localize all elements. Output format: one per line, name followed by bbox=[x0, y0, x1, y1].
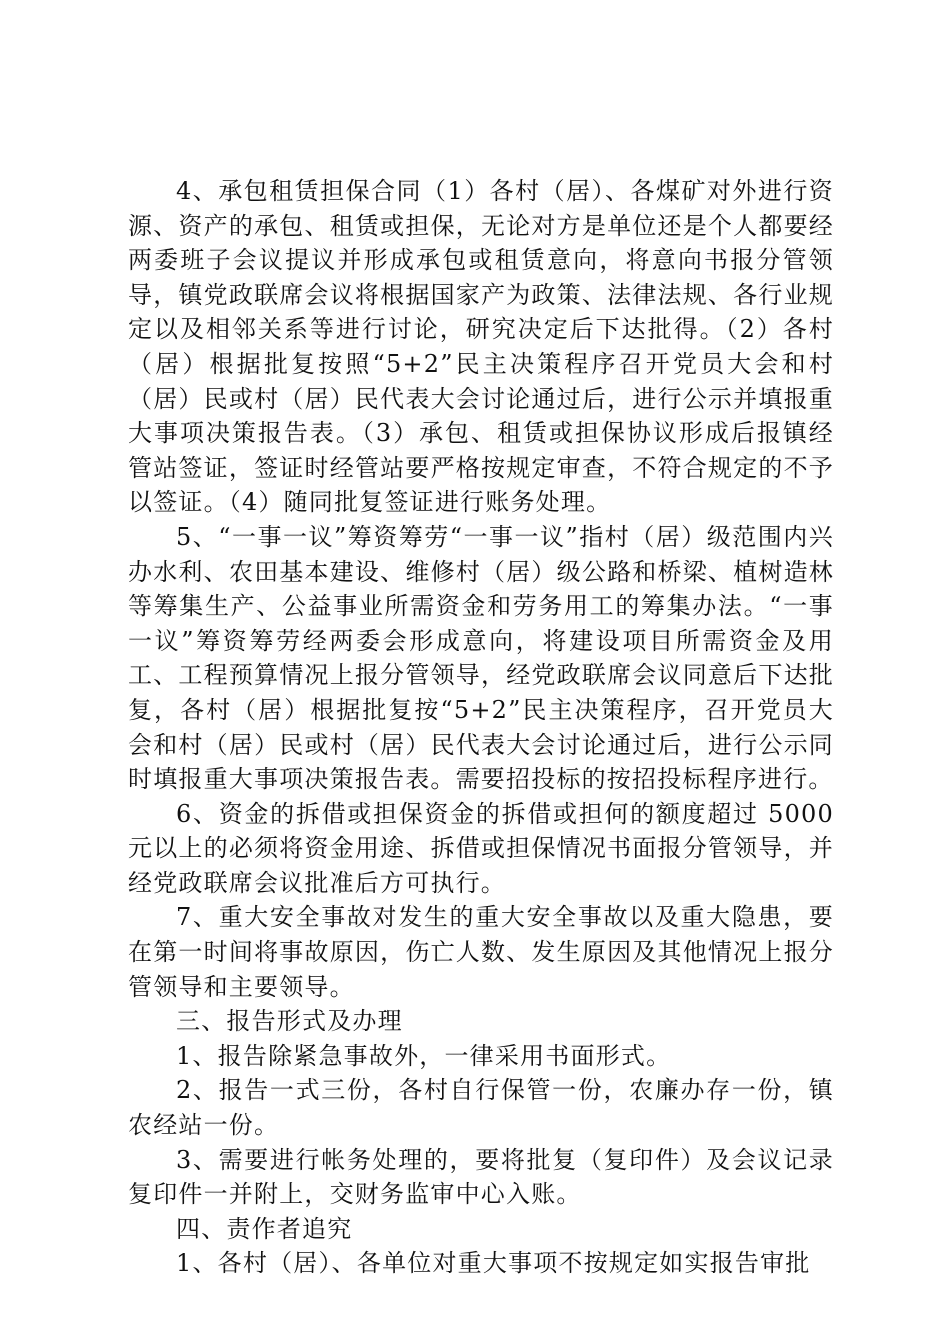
section-heading-accountability: 四、责作者追究 bbox=[176, 1214, 353, 1243]
paragraph-safety-accident: 7、重大安全事故对发生的重大安全事故以及重大隐患，要在第一时间将事故原因，伤亡人数、发生原因及其他情况上报分管领导和主要领导。 bbox=[128, 903, 834, 1001]
section-heading-report-form: 三、报告形式及办理 bbox=[176, 1007, 403, 1036]
paragraph-accounting-attachments: 3、需要进行帐务处理的，要将批复（复印件）及会议记录复印件一并附上，交财务监审中心入账。 bbox=[128, 1145, 834, 1209]
paragraph-report-copies: 2、报告一式三份，各村自行保管一份，农廉办存一份，镇农经站一份。 bbox=[128, 1076, 834, 1140]
paragraph-contract-lease: 4、承包租赁担保合同（1）各村（居）、各煤矿对外进行资源、资产的承包、租赁或担保，无论对方是单位还是个人都要经两委班子会议提议并形成承包或租赁意向，将意向书报分管领导，镇党政联席会议将根据国家产为政策、法律法规、各行业规定以及相邻关系等进行讨论，研究决定后下达批得。（2）各村（居）根据批复按照“5+2”民主决策程序召开党员大会和村（居）民或村（居）民代表大会讨论通过后，进行公示并填报重大事项决策报告表。（3）承包、租赁或担保协议形成后报镇经管站签证，签证时经管站要严格按规定审查，不符合规定的不予以签证。（4）随同批复签证进行账务处理。 bbox=[128, 177, 834, 517]
paragraph-accountability-item-1: 1、各村（居）、各单位对重大事项不按规定如实报告审批 bbox=[176, 1249, 811, 1278]
document-body bbox=[128, 174, 834, 1281]
paragraph-one-matter-one-discussion: 5、“一事一议”筹资筹劳“一事一议”指村（居）级范围内兴办水利、农田基本建设、维修村（居）级公路和桥梁、植树造林等筹集生产、公益事业所需资金和劳务用工的筹集办法。“一事一议”筹资筹劳经两委会形成意向，将建设项目所需资金及用工、工程预算情况上报分管领导，经党政联席会议同意后下达批复，各村（居）根据批复按“5+2”民主决策程序，召开党员大会和村（居）民或村（居）民代表大会讨论通过后，进行公示同时填报重大事项决策报告表。需要招投标的按招投标程序进行。 bbox=[128, 522, 834, 794]
paragraph-report-written-form: 1、报告除紧急事故外，一律采用书面形式。 bbox=[176, 1041, 672, 1070]
paragraph-fund-lending: 6、资金的拆借或担保资金的拆借或担何的额度超过 5000 元以上的必须将资金用途、拆借或担保情况书面报分管领导，并经党政联席会议批准后方可执行。 bbox=[128, 799, 834, 897]
